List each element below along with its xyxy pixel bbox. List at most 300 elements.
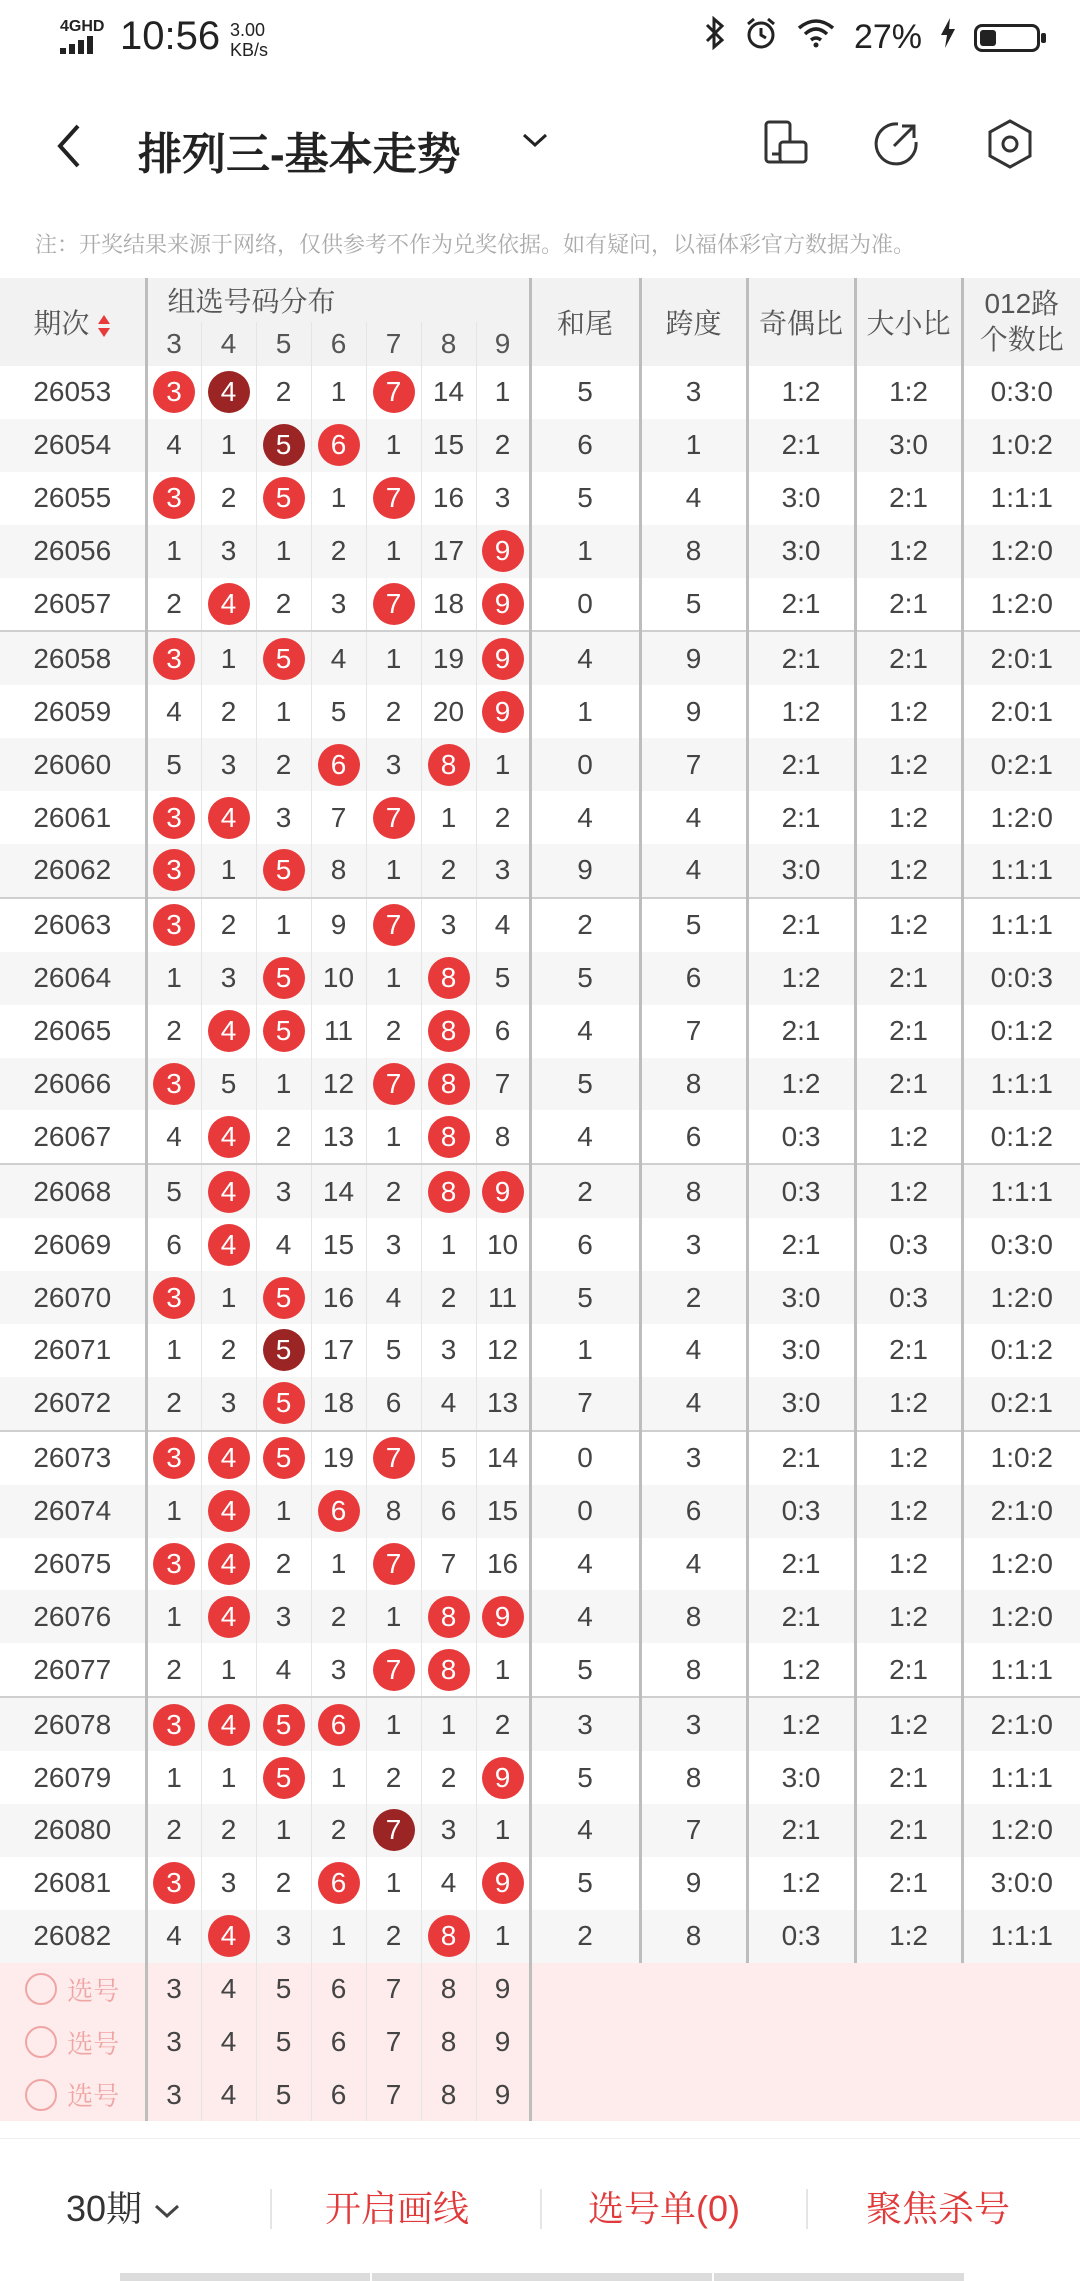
digit-cell: 1: [366, 525, 421, 578]
pick-digit[interactable]: 3: [146, 1963, 201, 2016]
stat-cell: 4: [640, 1538, 747, 1591]
period-cell: 26080: [0, 1804, 146, 1857]
stat-cell: 5: [640, 578, 747, 632]
digit-cell: [201, 366, 256, 419]
digit-cell: 1: [311, 366, 366, 419]
digit-cell: 2: [201, 472, 256, 525]
stat-cell: 2:1: [747, 1590, 855, 1643]
period-cell: 26067: [0, 1110, 146, 1164]
pick-digit[interactable]: 9: [476, 2069, 530, 2122]
digit-cell: 4: [256, 1218, 311, 1271]
stat-cell: 2:1: [855, 1751, 962, 1804]
digit-cell: 3: [201, 525, 256, 578]
drawn-number-ball: 4: [208, 1010, 250, 1052]
digit-header-4: 4: [201, 322, 256, 366]
drawn-number-ball: 7: [373, 1543, 415, 1585]
stat-cell: 3:0: [747, 1377, 855, 1431]
digit-cell: 2: [256, 578, 311, 632]
table-row: [0, 738, 1080, 791]
stat-cell: 6: [640, 1485, 747, 1538]
network-speed: [230, 20, 268, 60]
digit-cell: [366, 1804, 421, 1857]
stat-cell: 7: [640, 1804, 747, 1857]
digit-header-8: 8: [421, 322, 476, 366]
stat-cell: 7: [530, 1377, 640, 1431]
stat-cell: 1:2:0: [990, 1548, 1053, 1580]
drawn-number-ball: 9: [482, 638, 524, 680]
drawn-number-ball: 6: [318, 744, 360, 786]
period-cell: 26076: [0, 1590, 146, 1643]
drawn-number-ball: 3: [153, 797, 195, 839]
divider: [540, 2189, 542, 2229]
route-012-header: [962, 278, 1080, 366]
drawn-number-ball: 7: [373, 1063, 415, 1105]
digit-cell: 13: [311, 1110, 366, 1164]
stat-cell: 2:1: [855, 578, 962, 632]
table-row: [0, 1590, 1080, 1643]
drawn-number-ball: 3: [153, 849, 195, 891]
bottom-toolbar: [0, 2138, 1080, 2281]
digit-cell: 4: [476, 898, 530, 952]
stat-cell: 4: [530, 791, 640, 844]
digit-header-3: 3: [146, 322, 201, 366]
pick-digit[interactable]: 9: [476, 1963, 530, 2016]
digit-cell: 16: [476, 1538, 530, 1591]
stat-cell: 1:2: [855, 844, 962, 898]
digit-cell: 1: [311, 472, 366, 525]
drawn-number-ball: 4: [208, 1116, 250, 1158]
drawn-number-ball: 4: [208, 1915, 250, 1957]
digit-cell: [201, 791, 256, 844]
period-cell: 26060: [0, 738, 146, 791]
stat-cell: 1:2: [855, 1377, 962, 1431]
sort-icon: [97, 313, 111, 339]
route-012-line2: 个数比: [979, 324, 1064, 355]
pick-digit[interactable]: 8: [421, 1963, 476, 2016]
stat-cell: 1:2:0: [990, 588, 1053, 619]
stat-cell: 2:1: [855, 472, 962, 525]
digit-cell: 8: [311, 844, 366, 898]
digit-cell: [201, 1538, 256, 1591]
stat-cell: 3:0: [747, 525, 855, 578]
table-row: [0, 578, 1080, 632]
digit-cell: [421, 1005, 476, 1058]
battery-percent: 27%: [853, 18, 922, 56]
digit-cell: 1: [366, 844, 421, 898]
stat-cell: 5: [530, 1643, 640, 1697]
digit-cell: 2: [146, 1804, 201, 1857]
digit-cell: 17: [311, 1324, 366, 1377]
stat-cell: 1:2: [855, 1697, 962, 1751]
digit-cell: [256, 1377, 311, 1431]
digit-cell: 2: [476, 1697, 530, 1751]
digit-cell: 18: [421, 578, 476, 632]
drawn-number-ball: 4: [208, 1543, 250, 1585]
period-cell: 26061: [0, 791, 146, 844]
period-cell: 26081: [0, 1857, 146, 1910]
digit-cell: [146, 791, 201, 844]
stat-cell: 0:0:3: [962, 952, 1080, 1005]
digit-cell: 15: [311, 1218, 366, 1271]
stat-cell: 2:0:1: [990, 695, 1053, 727]
pick-digit[interactable]: 5: [256, 2069, 311, 2122]
digit-cell: 5: [146, 738, 201, 791]
stat-cell: 2:1: [747, 791, 855, 844]
speed-unit: KB/s: [230, 40, 269, 60]
pick-row-label: 选号: [67, 2081, 120, 2112]
drawn-number-ball: 3: [153, 477, 195, 519]
digit-cell: 10: [311, 952, 366, 1005]
period-cell: 26073: [0, 1431, 146, 1485]
stat-cell: 2: [530, 1910, 640, 1963]
digit-cell: [146, 631, 201, 685]
digit-cell: 1: [146, 1590, 201, 1643]
wifi-icon: [796, 17, 836, 58]
drawn-number-ball: 3: [153, 904, 195, 946]
pick-digit[interactable]: 8: [421, 2016, 476, 2069]
digit-cell: 1: [201, 631, 256, 685]
stat-cell: 1:2:0: [962, 1271, 1080, 1324]
stat-cell: 1:2: [855, 791, 962, 844]
period-select[interactable]: [66, 2181, 182, 2232]
pick-digit[interactable]: 7: [366, 2069, 421, 2122]
stat-cell: 2:1: [855, 1804, 962, 1857]
pick-list-button[interactable]: 选号单(0): [588, 2188, 740, 2229]
stat-cell: 9: [530, 844, 640, 898]
bluetooth-icon: [704, 16, 726, 59]
stat-cell: 2:1: [855, 1643, 962, 1697]
pick-digit[interactable]: 3: [146, 2069, 201, 2122]
digit-cell: 2: [476, 791, 530, 844]
stat-cell: 1:2: [855, 1590, 962, 1643]
drawn-number-ball: 5: [263, 1010, 305, 1052]
digit-cell: [146, 1271, 201, 1324]
digit-cell: [476, 1164, 530, 1218]
focus-kill-button[interactable]: 聚焦杀号: [866, 2188, 1011, 2229]
stat-cell: 0:2:1: [962, 738, 1080, 791]
digit-cell: [201, 1590, 256, 1643]
digit-cell: 1: [366, 1697, 421, 1751]
digit-cell: 1: [201, 844, 256, 898]
back-icon[interactable]: [50, 116, 90, 176]
stat-cell: 2:1: [855, 952, 962, 1005]
digit-cell: 3: [311, 578, 366, 632]
pick-digit[interactable]: 4: [201, 2069, 256, 2122]
drawn-number-ball: 5: [263, 1382, 305, 1424]
span-header: 跨度: [640, 278, 747, 366]
period-cell: 26064: [0, 952, 146, 1005]
stat-cell: 0:3: [747, 1910, 855, 1963]
stat-cell: 2:1: [747, 738, 855, 791]
drawn-number-ball: 5: [263, 1757, 305, 1799]
pick-digit[interactable]: 6: [311, 2016, 366, 2069]
drawn-number-ball: 8: [428, 744, 470, 786]
digit-cell: [256, 419, 311, 472]
drawn-number-ball: 4: [208, 1596, 250, 1638]
stat-cell: 1:2: [855, 738, 962, 791]
pick-row-label: 选号: [67, 1975, 120, 2006]
digit-cell: [256, 472, 311, 525]
digit-cell: [366, 472, 421, 525]
digit-cell: [476, 1751, 530, 1804]
stat-cell: 5: [530, 1751, 640, 1804]
share-icon[interactable]: [868, 116, 924, 172]
digit-cell: 3: [201, 1857, 256, 1910]
digit-cell: 4: [146, 1110, 201, 1164]
digit-cell: [421, 1643, 476, 1697]
digit-cell: [201, 1110, 256, 1164]
drawn-number-ball: 5: [263, 638, 305, 680]
pick-row-empty: [530, 2016, 1080, 2069]
table-row: [0, 952, 1080, 1005]
phone-rotate-icon[interactable]: [758, 116, 814, 172]
drawn-number-ball: 4: [208, 1704, 250, 1746]
stat-cell: 3: [530, 1697, 640, 1751]
drawn-number-ball: 3: [153, 1704, 195, 1746]
pick-digit[interactable]: 5: [256, 1963, 311, 2016]
period-cell: 26063: [0, 898, 146, 952]
radio-circle-icon[interactable]: [25, 1973, 57, 2005]
stat-cell: 1:0:2: [962, 1431, 1080, 1485]
stat-cell: 3: [640, 1431, 747, 1485]
drawn-number-ball: 3: [153, 1862, 195, 1904]
stat-cell: 1:2: [855, 1485, 962, 1538]
stat-cell: 4: [530, 1804, 640, 1857]
stat-cell: 5: [530, 366, 640, 419]
digit-cell: 2: [476, 419, 530, 472]
chevron-down-icon: [152, 2201, 182, 2221]
draw-line-button[interactable]: 开启画线: [325, 2188, 470, 2229]
digit-cell: 12: [311, 1058, 366, 1111]
digit-cell: [421, 1110, 476, 1164]
drawn-number-ball: 9: [482, 1862, 524, 1904]
digit-cell: 14: [311, 1164, 366, 1218]
digit-cell: 1: [476, 738, 530, 791]
settings-icon[interactable]: [982, 116, 1038, 172]
stat-cell: 1:2: [855, 1164, 962, 1218]
pick-digit[interactable]: 3: [146, 2016, 201, 2069]
digit-cell: [201, 1485, 256, 1538]
stat-cell: 5: [530, 1271, 640, 1324]
digit-cell: [256, 844, 311, 898]
digit-cell: [256, 1324, 311, 1377]
stat-cell: 1:2: [855, 1538, 962, 1591]
digit-cell: 4: [311, 631, 366, 685]
pick-row-select[interactable]: [0, 1963, 146, 2016]
table-row: [0, 472, 1080, 525]
digit-cell: [366, 1643, 421, 1697]
digit-cell: 2: [256, 1110, 311, 1164]
digit-cell: 2: [311, 525, 366, 578]
period-cell: 26062: [0, 844, 146, 898]
stat-cell: 8: [640, 1058, 747, 1111]
digit-cell: [201, 1431, 256, 1485]
digit-cell: 4: [256, 1643, 311, 1697]
digit-cell: 3: [476, 844, 530, 898]
digit-cell: [311, 1697, 366, 1751]
drawn-number-ball: 7: [373, 583, 415, 625]
digit-cell: 19: [421, 631, 476, 685]
period-cell: 26058: [0, 631, 146, 685]
digit-cell: 3: [201, 738, 256, 791]
stat-cell: 4: [530, 1538, 640, 1591]
stat-cell: 1:2: [747, 685, 855, 738]
pick-digit[interactable]: 8: [421, 2069, 476, 2122]
pick-digit[interactable]: 4: [201, 2016, 256, 2069]
digit-cell: 5: [366, 1324, 421, 1377]
stat-cell: 8: [640, 1590, 747, 1643]
digit-cell: [146, 898, 201, 952]
stat-cell: 4: [640, 1377, 747, 1431]
drawn-number-ball: 4: [208, 1171, 250, 1213]
stat-cell: 8: [640, 1751, 747, 1804]
digit-cell: [146, 472, 201, 525]
digit-cell: 1: [146, 525, 201, 578]
digit-cell: 3: [421, 1804, 476, 1857]
digit-cell: 6: [366, 1377, 421, 1431]
pick-digit[interactable]: 6: [311, 1963, 366, 2016]
digit-cell: 3: [421, 1324, 476, 1377]
table-row: [0, 1485, 1080, 1538]
stat-cell: 5: [530, 472, 640, 525]
drawn-number-ball: 3: [153, 638, 195, 680]
stat-cell: 5: [530, 1857, 640, 1910]
nav-bar: [0, 90, 1080, 200]
signal-icon: [60, 36, 96, 54]
table-row: [0, 1164, 1080, 1218]
period-header[interactable]: [0, 278, 146, 366]
digit-cell: [146, 1058, 201, 1111]
pick-digit[interactable]: 7: [366, 2016, 421, 2069]
drawn-number-ball: 7: [373, 1649, 415, 1691]
drawn-number-ball: 8: [428, 1010, 470, 1052]
stat-cell: 3:0: [747, 472, 855, 525]
digit-cell: [146, 844, 201, 898]
digit-cell: 14: [421, 366, 476, 419]
pick-digit[interactable]: 4: [201, 1963, 256, 2016]
digit-cell: 1: [256, 685, 311, 738]
stat-cell: 1: [530, 685, 640, 738]
stat-cell: 0:3: [855, 1271, 962, 1324]
page-title[interactable]: 排列三-基本走势: [138, 130, 461, 179]
stat-cell: 3: [640, 1697, 747, 1751]
stat-cell: 0: [530, 578, 640, 632]
stat-cell: 1: [530, 1324, 640, 1377]
digit-cell: 1: [476, 366, 530, 419]
table-row: [0, 685, 1080, 738]
stat-cell: 3:0: [747, 1324, 855, 1377]
digit-cell: [476, 1857, 530, 1910]
stat-cell: 2: [530, 898, 640, 952]
drawn-number-ball: 7: [373, 904, 415, 946]
stat-cell: 9: [640, 1857, 747, 1910]
pick-row-select[interactable]: [0, 2069, 146, 2122]
digit-cell: 1: [146, 952, 201, 1005]
stat-cell: 4: [530, 1590, 640, 1643]
drawn-number-ball: 6: [318, 1704, 360, 1746]
digit-cell: [421, 738, 476, 791]
stat-cell: 3:0: [855, 419, 962, 472]
digit-cell: 16: [311, 1271, 366, 1324]
stat-cell: 1:1:1: [990, 1761, 1053, 1793]
digit-cell: 16: [421, 472, 476, 525]
stat-cell: 1:1:1: [990, 1653, 1053, 1685]
pick-digit[interactable]: 9: [476, 2016, 530, 2069]
pick-row: [0, 1963, 1080, 2016]
stat-cell: 1:2: [747, 1857, 855, 1910]
drawn-number-ball: 8: [428, 1596, 470, 1638]
pick-row-select[interactable]: [0, 2016, 146, 2069]
stat-cell: 1:2:0: [962, 1804, 1080, 1857]
digit-cell: 1: [256, 1058, 311, 1111]
digit-cell: 14: [476, 1431, 530, 1485]
digit-cell: 7: [476, 1058, 530, 1111]
digit-cell: 1: [366, 1857, 421, 1910]
digit-cell: [311, 1485, 366, 1538]
stat-cell: 1: [640, 419, 747, 472]
stat-cell: 0: [530, 1431, 640, 1485]
digit-cell: 2: [256, 738, 311, 791]
digit-cell: [366, 898, 421, 952]
period-cell: 26077: [0, 1643, 146, 1697]
table-row: [0, 1324, 1080, 1377]
digit-cell: [146, 1431, 201, 1485]
table-row: [0, 1271, 1080, 1324]
digit-cell: 9: [311, 898, 366, 952]
digit-cell: 2: [421, 1751, 476, 1804]
digit-cell: 1: [146, 1751, 201, 1804]
period-cell: 26071: [0, 1324, 146, 1377]
drawn-number-ball: 9: [482, 530, 524, 572]
digit-cell: 3: [256, 1590, 311, 1643]
drawn-number-ball: 6: [318, 1490, 360, 1532]
stat-cell: 1:2:0: [962, 525, 1080, 578]
stat-cell: 2:1: [747, 1538, 855, 1591]
stat-cell: 6: [530, 419, 640, 472]
digit-cell: 4: [421, 1377, 476, 1431]
digit-cell: 1: [366, 1590, 421, 1643]
digit-cell: [146, 1538, 201, 1591]
stat-cell: 1:0:2: [962, 419, 1080, 472]
table-row: [0, 1643, 1080, 1697]
digit-cell: 19: [311, 1431, 366, 1485]
radio-circle-icon[interactable]: [25, 2079, 57, 2111]
stat-cell: 4: [640, 844, 747, 898]
radio-circle-icon[interactable]: [25, 2026, 57, 2058]
digit-cell: 1: [311, 1910, 366, 1963]
digit-cell: [201, 1910, 256, 1963]
stat-cell: 0:3: [747, 1164, 855, 1218]
digit-cell: [311, 738, 366, 791]
digit-cell: 1: [256, 898, 311, 952]
digit-cell: [256, 1751, 311, 1804]
drawn-number-ball: 4: [208, 583, 250, 625]
stat-cell: 0: [530, 1485, 640, 1538]
digit-cell: [256, 952, 311, 1005]
pick-digit[interactable]: 5: [256, 2016, 311, 2069]
stat-cell: 2:1: [855, 1058, 962, 1111]
stat-cell: 0:1:2: [990, 1120, 1053, 1152]
digit-cell: [476, 1590, 530, 1643]
stat-cell: 6: [530, 1218, 640, 1271]
chevron-down-icon[interactable]: [520, 130, 550, 155]
digit-cell: 3: [366, 738, 421, 791]
drawn-number-ball: 3: [153, 1277, 195, 1319]
pick-digit[interactable]: 6: [311, 2069, 366, 2122]
digit-cell: 8: [366, 1485, 421, 1538]
digit-cell: [476, 525, 530, 578]
pick-digit[interactable]: 7: [366, 1963, 421, 2016]
